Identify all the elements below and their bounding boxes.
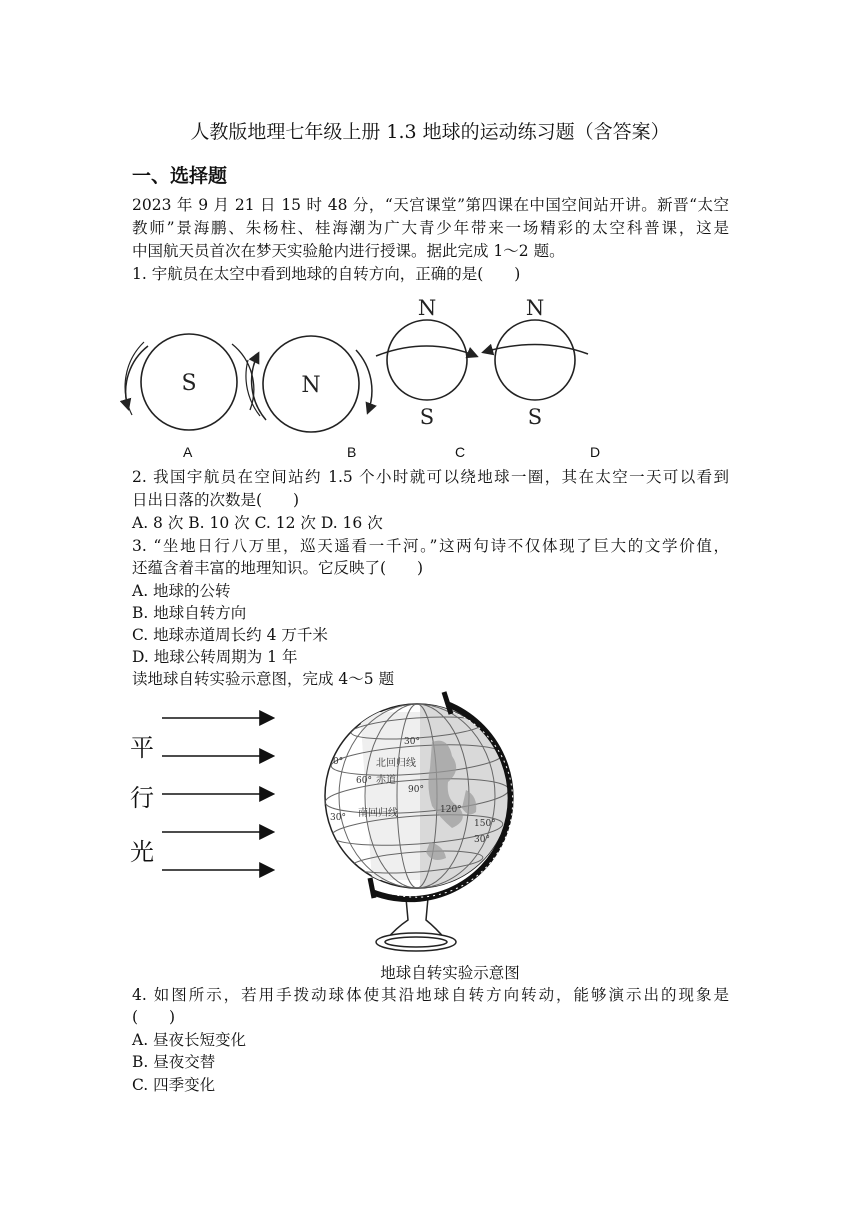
question-2-line-2: 日出日落的次数是( ) xyxy=(132,491,300,509)
option-d-diagram xyxy=(484,296,588,429)
question-3-line-2: 还蕴含着丰富的地理知识。它反映了( ) xyxy=(132,559,424,577)
option-b-diagram xyxy=(246,336,372,432)
question-4-option-a: A. 昼夜长短变化 xyxy=(132,1031,247,1049)
question-2-line-1: 2. 我国宇航员在空间站约 1.5 个小时就可以绕地球一圈，其在太空一天可以看到 xyxy=(132,468,729,486)
question-4-option-b: B. 昼夜交替 xyxy=(132,1053,216,1071)
intro-line-2: 教师”景海鹏、朱杨柱、桂海潮为广大青少年带来一场精彩的太空科普课，这是 xyxy=(132,219,729,237)
option-a-pole-label: S xyxy=(181,371,197,396)
option-c-label: C xyxy=(455,444,466,460)
label-0: 0° xyxy=(333,757,344,767)
label-tropic-capricorn: 南回归线 xyxy=(358,808,398,819)
question-3-option-a: A. 地球的公转 xyxy=(132,582,231,600)
label-tropic-cancer: 北回归线 xyxy=(376,758,416,769)
light-label-char-3: 光 xyxy=(130,838,154,866)
question-3-option-d: D. 地球公转周期为 1 年 xyxy=(132,648,298,666)
label-120: 120° xyxy=(440,805,462,815)
globe-stand xyxy=(376,898,456,951)
option-c-top-label: N xyxy=(417,296,437,320)
question-1: 1. 宇航员在太空中看到地球的自转方向，正确的是( ) xyxy=(132,265,521,283)
question-2-options: A. 8 次 B. 10 次 C. 12 次 D. 16 次 xyxy=(132,514,383,532)
label-60: 60° xyxy=(356,776,372,786)
reading-prompt: 读地球自转实验示意图，完成 4～5 题 xyxy=(132,670,395,688)
section-heading: 一、选择题 xyxy=(132,165,228,187)
intro-line-3: 中国航天员首次在梦天实验舱内进行授课。据此完成 1～2 题。 xyxy=(132,242,565,260)
option-b-pole-label: N xyxy=(301,373,321,398)
question-4-line-2: ( ) xyxy=(132,1008,176,1026)
label-150: 150° xyxy=(474,819,496,829)
globe-experiment-figure xyxy=(120,688,540,960)
option-a-label: A xyxy=(183,444,193,460)
label-90: 90° xyxy=(408,785,424,795)
option-d-top-label: N xyxy=(525,296,545,320)
label-30n: 30° xyxy=(404,737,420,747)
parallel-light-arrows xyxy=(162,718,272,870)
option-d-bottom-label: S xyxy=(527,405,543,429)
option-c-diagram xyxy=(376,296,476,429)
question-4-option-c: C. 四季变化 xyxy=(132,1076,216,1094)
figure-caption: 地球自转实验示意图 xyxy=(380,964,520,982)
label-equator: 赤道 xyxy=(376,775,396,786)
label-30s: 30° xyxy=(330,813,346,823)
option-b-label: B xyxy=(347,444,357,460)
question-3-option-c: C. 地球赤道周长约 4 万千米 xyxy=(132,626,328,644)
light-label-char-2: 行 xyxy=(130,784,154,812)
option-a-diagram xyxy=(125,334,254,430)
option-c-bottom-label: S xyxy=(419,405,435,429)
question-3-line-1: 3. “坐地日行八万里，巡天遥看一千河。”这两句诗不仅体现了巨大的文学价值， xyxy=(132,537,729,555)
intro-line-1: 2023 年 9 月 21 日 15 时 48 分，“天宫课堂”第四课在中国空间站开讲。新晋“太空 xyxy=(132,196,729,214)
label-30s-east: 30° xyxy=(474,835,490,845)
question-4-line-1: 4. 如图所示，若用手拨动球体使其沿地球自转方向转动，能够演示出的现象是 xyxy=(132,986,729,1004)
light-label-char-1: 平 xyxy=(130,734,154,762)
document-title: 人教版地理七年级上册 1.3 地球的运动练习题（含答案） xyxy=(190,121,670,143)
option-d-label: D xyxy=(590,444,601,460)
question-3-option-b: B. 地球自转方向 xyxy=(132,604,247,622)
globe-sphere xyxy=(324,700,520,900)
rotation-options-figure xyxy=(120,290,600,438)
